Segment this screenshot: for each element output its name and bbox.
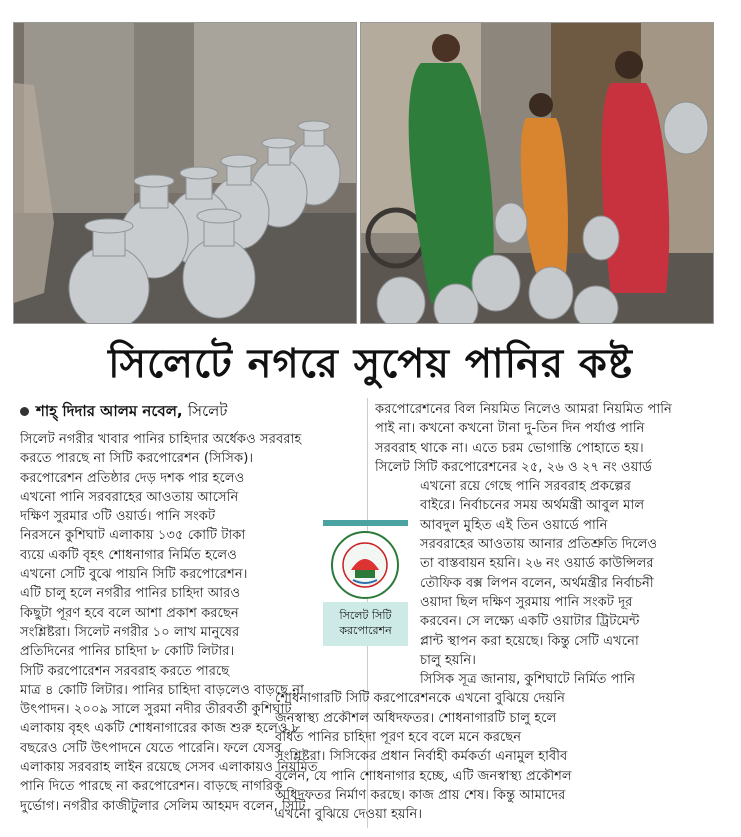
city-corporation-seal-icon bbox=[323, 528, 408, 602]
text-line: করপোরেশনের বিল নিয়মিত নিলেও আমরা নিয়মিত পানি bbox=[375, 402, 672, 417]
text-line: কিছুটা পূরণ হবে বলে আশা প্রকাশ করছেন bbox=[20, 605, 239, 621]
byline bbox=[20, 400, 227, 425]
text-line: এলাকায় বৃহৎ একটি শোধনাগারের কাজ শুরু হলেও ৮ bbox=[20, 721, 301, 737]
text-line: এখনো পানি সরবরাহের আওতায় আসেনি bbox=[20, 489, 239, 505]
text-line: করবেন। সে লক্ষ্যে একটি ওয়াটার ট্রিটমেন্ট bbox=[420, 614, 640, 630]
text-line: এখনো রয়ে গেছে পানি সরবরাহ প্রকল্পের bbox=[420, 479, 632, 495]
text-line: তা বাস্তবায়ন হয়নি। ২৬ নং ওয়ার্ড কাউন্সিলর bbox=[420, 556, 654, 572]
text-line: সরবরাহের আওতায় আনার প্রতিশ্রুতি দিলেও bbox=[420, 537, 658, 553]
pitchers-illustration bbox=[14, 23, 356, 323]
text-line: করপোরেশন প্রতিষ্ঠার দেড় দশক পার হলেও bbox=[20, 470, 245, 486]
bullet-icon bbox=[20, 407, 29, 416]
text-line: এলাকায় সরবরাহ লাইন রয়েছে সেসব এলাকায়ও নিয়মিত bbox=[20, 760, 318, 776]
text-line: দুর্ভোগ। নগরীর কাজীটুলার সেলিম আহমদ বলেন, সিটি bbox=[20, 798, 306, 814]
text-line: সংশ্লিষ্টরা। সিসিকের প্রধান নির্বাহী কর্মকর্তা এনামুল হাবীব bbox=[275, 749, 568, 765]
text-line: এখনো বুঝিয়ে দেওয়া হয়নি। bbox=[275, 807, 423, 823]
text-line: করতে পারছে না সিটি করপোরেশন (সিসিক)। bbox=[20, 451, 254, 467]
text-line: আবদুল মুহিত এই তিন ওয়ার্ডে পানি bbox=[420, 517, 608, 533]
text-line: সিলেট সিটি করপোরেশনের ২৫, ২৬ ও ২৭ নং ওয়ার্ড bbox=[375, 459, 652, 475]
headline: সিলেটে নগরে সুপেয় পানির কষ্ট bbox=[108, 341, 633, 387]
text-line: প্লান্ট স্থাপন করা হয়েছে। কিন্তু সেটি এখনো bbox=[420, 633, 639, 649]
text-line: সরবরাহ থাকে না। এতে চরম ভোগান্তি পোহাতে হয়। bbox=[375, 440, 644, 456]
text-line: প্রতিদিনের পানির চাহিদা ৮ কোটি লিটার। bbox=[20, 644, 235, 660]
text-line: পানি দিতে পারছে না করপোরেশন। বাড়ছে নাগরিক bbox=[20, 779, 283, 795]
text-line: চালু হয়নি। bbox=[420, 652, 477, 668]
text-line: নিরসনে কুশিঘাট এলাকায় ১৩৫ কোটি টাকা bbox=[20, 528, 246, 544]
text-line: সিলেট নগরীর খাবার পানির চাহিদার অর্ধেকও সরবরাহ bbox=[20, 432, 302, 447]
text-line: দক্ষিণ সুরমার ৩টি ওয়ার্ড। পানি সংকট bbox=[20, 509, 216, 525]
text-line: শোধনাগারটি সিটি করপোরেশনকে এখনো বুঝিয়ে দেয়নি bbox=[275, 691, 565, 707]
logo-caption bbox=[323, 602, 408, 646]
people-illustration bbox=[361, 23, 713, 323]
city-corporation-logo-box bbox=[323, 520, 408, 646]
text-line: তৌফিক বক্স লিপন বলেন, অর্থমন্ত্রীর নির্বাচনী bbox=[420, 575, 654, 591]
text-line: এটি চালু হলে নগরীর পানির চাহিদা আরও bbox=[20, 586, 241, 602]
author-name: শাহ্ দিদার আলম নবেল, bbox=[36, 402, 183, 420]
photo-water-pitchers bbox=[13, 22, 357, 324]
text-line: বলেন, যে পানি শোধনাগার হচ্ছে, এটি জনস্বাস্থ্য প্রকৌশল bbox=[275, 768, 572, 784]
text-line: বাইরে। নির্বাচনের সময় অর্থমন্ত্রী আবুল মাল bbox=[420, 498, 645, 514]
caption-line: করপোরেশন bbox=[339, 624, 392, 637]
article-column-right bbox=[275, 400, 720, 825]
text-line: এখনো সেটি বুঝে পায়নি সিটি করপোরেশন। bbox=[20, 567, 248, 583]
logo-accent-bar bbox=[323, 520, 408, 526]
text-line: মাত্র ৪ কোটি লিটার। পানির চাহিদা বাড়লেও বাড়ছে না bbox=[20, 682, 304, 698]
text-line: ওয়াদা ছিল দক্ষিণ সুরমায় পানি সংকট দূর bbox=[420, 594, 633, 610]
text-line: সিটি করপোরেশন সরবরাহ করতে পারছে bbox=[20, 663, 230, 679]
text-line: উৎপাদন। ২০০৯ সালে সুরমা নদীর তীরবর্তী কুশিঘাট bbox=[20, 702, 292, 718]
text-line: সিসিক সূত্র জানায়, কুশিঘাটে নির্মিত পানি bbox=[420, 672, 636, 688]
text-line: বর্ধিত পানির চাহিদা পূরণ হবে বলে মনে করছেন bbox=[275, 730, 522, 746]
text-line: বছরেও সেটি উৎপাদনে যেতে পারেনি। ফলে যেসব bbox=[20, 740, 282, 756]
photo-people-collecting-water bbox=[360, 22, 714, 324]
text-line: অধিদফতর নির্মাণ করছে। কাজ প্রায় শেষ। কিন্তু আমাদের bbox=[275, 787, 566, 803]
caption-line: সিলেট সিটি bbox=[339, 609, 392, 622]
text-line: পাই না। কখনো কখনো টানা দু-তিন দিন পর্যাপ্ত পানি bbox=[375, 421, 645, 437]
text-line: ব্যয়ে একটি বৃহৎ শোধনাগার নির্মিত হলেও bbox=[20, 547, 237, 563]
text-line: জনস্বাস্থ্য প্রকৌশল অধিদফতর। শোধনাগারটি চালু হলে bbox=[275, 710, 557, 726]
dateline-location: সিলেট bbox=[187, 402, 228, 420]
text-line: সংশ্লিষ্টরা। সিলেট নগরীর ১০ লাখ মানুষের bbox=[20, 624, 240, 640]
